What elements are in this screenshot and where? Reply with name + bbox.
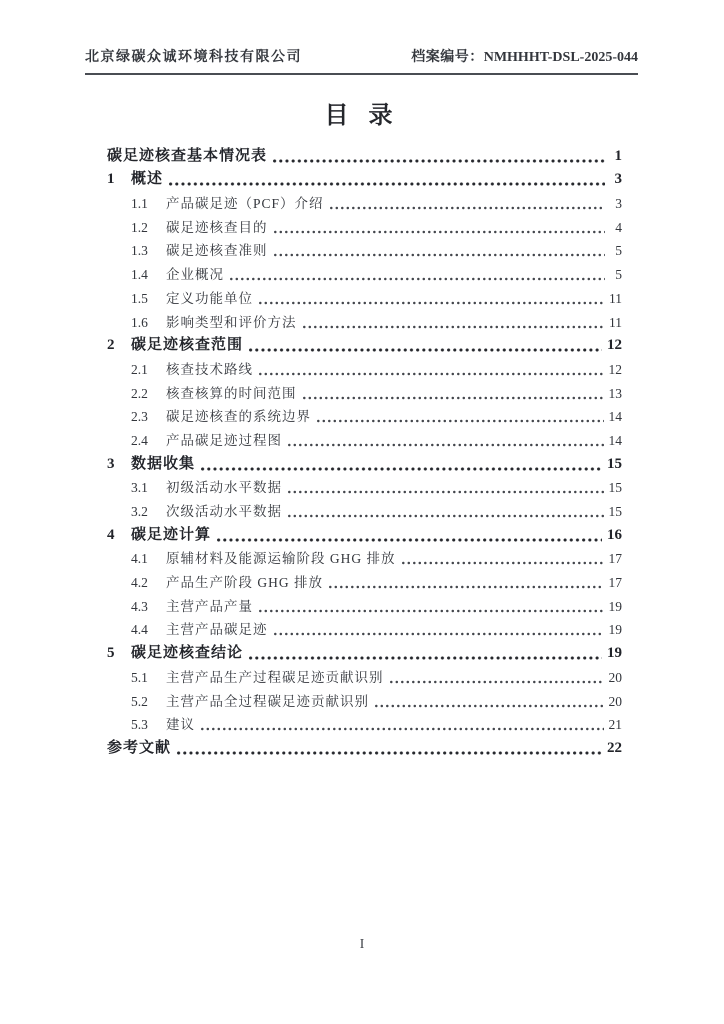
toc-entry-number: 5.3 <box>131 717 148 733</box>
toc-entry-number: 4.3 <box>131 598 148 614</box>
toc-entry <box>107 262 622 286</box>
toc-entry-number: 3.1 <box>131 480 148 496</box>
toc-entry <box>107 523 622 547</box>
page-footer <box>0 936 724 952</box>
footer-page-number: I <box>359 936 365 951</box>
toc-entry-label: 初级活动水平数据 <box>166 480 282 496</box>
toc-leader-dots <box>259 372 604 376</box>
toc-entry-label: 碳足迹计算 <box>131 526 212 543</box>
toc-entry-label: 主营产品碳足迹 <box>166 622 268 638</box>
toc-entry-page: 20 <box>608 693 622 709</box>
toc-entry <box>107 476 622 500</box>
toc-leader-dots <box>274 253 606 257</box>
toc-entry-page: 19 <box>608 598 622 614</box>
toc-entry-number: 4.4 <box>131 622 148 638</box>
toc-entry-label: 主营产品产量 <box>166 598 253 614</box>
toc-leader-dots <box>249 656 602 660</box>
toc-entry-number: 4.2 <box>131 575 148 591</box>
toc-leader-dots <box>288 443 604 447</box>
toc-entry-page: 15 <box>608 504 622 519</box>
toc-leader-dots <box>201 467 602 471</box>
toc-leader-dots <box>288 514 604 518</box>
toc-leader-dots <box>274 632 604 636</box>
archive-number <box>411 46 638 66</box>
toc-entry-number: 1.1 <box>131 196 148 212</box>
toc-entry <box>107 618 622 642</box>
toc-entry-label: 产品碳足迹（PCF）介绍 <box>166 196 324 212</box>
toc-entry-label: 定义功能单位 <box>166 290 253 306</box>
toc-entry <box>107 665 622 689</box>
toc-entry-page: 14 <box>608 409 622 425</box>
toc-entry <box>107 381 622 405</box>
toc-entry <box>107 239 622 263</box>
toc-entry-label: 产品生产阶段 GHG 排放 <box>166 575 323 591</box>
toc-entry-label: 碳足迹核查范围 <box>131 337 244 354</box>
toc-entry-label: 影响类型和评价方法 <box>166 314 297 330</box>
toc-entry <box>107 641 622 665</box>
toc-entry-number: 4.1 <box>131 551 148 567</box>
toc-entry-label: 建议 <box>166 717 195 733</box>
toc-entry-number: 2.4 <box>131 432 148 448</box>
toc-leader-dots <box>217 538 602 542</box>
toc-entry <box>107 168 622 192</box>
toc-entry <box>107 286 622 310</box>
table-of-contents <box>107 144 622 760</box>
toc-entry-label: 次级活动水平数据 <box>166 504 282 519</box>
toc-entry-label: 产品碳足迹过程图 <box>166 432 282 448</box>
toc-entry-page: 17 <box>608 575 622 591</box>
toc-leader-dots <box>273 159 605 163</box>
toc-entry-label: 碳足迹核查结论 <box>131 645 244 662</box>
toc-entry-page: 3 <box>615 196 622 212</box>
company-name: 北京绿碳众诚环境科技有限公司 <box>85 50 302 65</box>
toc-entry-label: 概述 <box>131 171 164 188</box>
toc-entry <box>107 215 622 239</box>
toc-entry-page: 16 <box>607 526 622 543</box>
toc-entry-page: 11 <box>609 314 622 330</box>
toc-entry-page: 5 <box>615 243 622 259</box>
toc-entry-page: 22 <box>607 739 622 756</box>
toc-entry-page: 17 <box>608 551 622 567</box>
toc-entry <box>107 334 622 358</box>
toc-entry <box>107 594 622 618</box>
toc-entry-label: 碳足迹核查基本情况表 <box>107 147 268 164</box>
toc-entry-page: 14 <box>608 432 622 448</box>
toc-entry <box>107 689 622 713</box>
toc-leader-dots <box>375 704 604 708</box>
toc-entry <box>107 736 622 760</box>
toc-entry-number: 2 <box>107 337 115 354</box>
toc-entry-number: 1.3 <box>131 243 148 259</box>
toc-entry-page: 3 <box>614 171 622 188</box>
toc-entry <box>107 310 622 334</box>
toc-entry-page: 11 <box>609 290 622 306</box>
toc-entry-page: 13 <box>608 385 622 401</box>
toc-leader-dots <box>329 585 604 589</box>
toc-entry-number: 1.4 <box>131 267 148 283</box>
toc-leader-dots <box>330 206 605 210</box>
toc-entry-number: 2.3 <box>131 409 148 425</box>
toc-entry-number: 5.1 <box>131 669 148 685</box>
page-title: 目 录 <box>324 103 400 129</box>
toc-leader-dots <box>230 277 605 281</box>
toc-leader-dots <box>288 490 604 494</box>
toc-entry <box>107 191 622 215</box>
toc-entry-number: 1 <box>107 171 115 188</box>
toc-entry <box>107 144 622 168</box>
toc-entry-label: 主营产品生产过程碳足迹贡献识别 <box>166 669 384 685</box>
toc-entry <box>107 499 622 523</box>
toc-entry-page: 12 <box>607 337 622 354</box>
archive-code: NMHHHT-DSL-2025-044 <box>483 50 638 65</box>
toc-entry-page: 12 <box>608 361 622 377</box>
toc-entry-label: 碳足迹核查目的 <box>166 219 268 235</box>
toc-entry-page: 19 <box>607 645 622 662</box>
toc-entry-number: 3.2 <box>131 504 148 519</box>
toc-entry-page: 1 <box>614 147 622 164</box>
toc-leader-dots <box>249 348 602 352</box>
toc-entry-number: 3 <box>107 455 115 472</box>
toc-entry <box>107 570 622 594</box>
toc-leader-dots <box>274 230 606 234</box>
toc-entry-page: 20 <box>608 669 622 685</box>
toc-entry-number: 1.2 <box>131 219 148 235</box>
toc-entry <box>107 713 622 737</box>
toc-entry-page: 19 <box>608 622 622 638</box>
toc-entry-number: 4 <box>107 526 115 543</box>
page-header <box>85 46 638 75</box>
toc-entry-label: 碳足迹核查准则 <box>166 243 268 259</box>
toc-entry-page: 15 <box>607 455 622 472</box>
toc-entry <box>107 547 622 571</box>
toc-entry-number: 2.1 <box>131 361 148 377</box>
toc-leader-dots <box>303 325 605 329</box>
toc-entry-label: 参考文献 <box>107 739 172 756</box>
toc-leader-dots <box>402 561 604 565</box>
toc-leader-dots <box>317 419 604 423</box>
toc-entry-label: 数据收集 <box>131 455 196 472</box>
toc-leader-dots <box>201 727 604 731</box>
toc-entry-page: 5 <box>615 267 622 283</box>
toc-entry-label: 核查技术路线 <box>166 361 253 377</box>
toc-leader-dots <box>259 609 604 613</box>
toc-leader-dots <box>169 182 605 186</box>
toc-leader-dots <box>303 396 604 400</box>
toc-entry <box>107 428 622 452</box>
toc-entry-number: 5 <box>107 645 115 662</box>
toc-entry <box>107 452 622 476</box>
toc-leader-dots <box>390 680 604 684</box>
toc-entry-label: 企业概况 <box>166 267 224 283</box>
toc-entry <box>107 357 622 381</box>
toc-entry-page: 15 <box>608 480 622 496</box>
toc-entry-label: 核查核算的时间范围 <box>166 385 297 401</box>
toc-entry <box>107 405 622 429</box>
toc-leader-dots <box>259 301 604 305</box>
toc-entry-number: 1.5 <box>131 290 148 306</box>
toc-entry-number: 5.2 <box>131 693 148 709</box>
archive-label: 档案编号： <box>411 50 484 65</box>
toc-entry-label: 原辅材料及能源运输阶段 GHG 排放 <box>166 551 396 567</box>
toc-entry-page: 4 <box>615 219 622 235</box>
toc-leader-dots <box>177 751 602 755</box>
toc-entry-number: 2.2 <box>131 385 148 401</box>
toc-entry-label: 主营产品全过程碳足迹贡献识别 <box>166 693 369 709</box>
toc-entry-number: 1.6 <box>131 314 148 330</box>
toc-entry-label: 碳足迹核查的系统边界 <box>166 409 311 425</box>
toc-entry-page: 21 <box>608 717 622 733</box>
